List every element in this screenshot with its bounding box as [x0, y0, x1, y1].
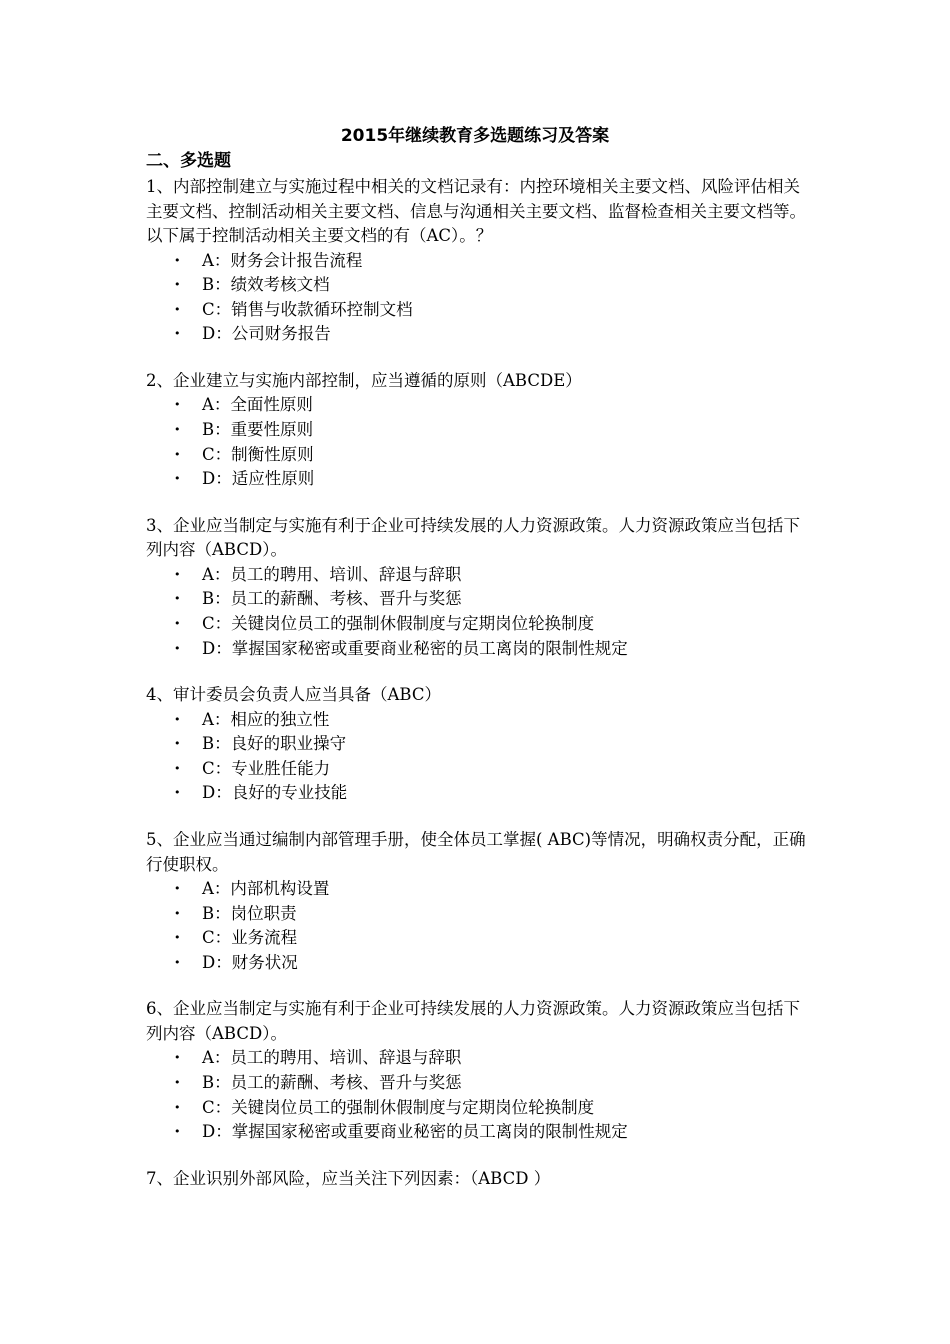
- option-text: C：关键岗位员工的强制休假制度与定期岗位轮换制度: [202, 613, 595, 633]
- option-text: B：良好的职业操守: [202, 734, 347, 754]
- option-item: [146, 781, 810, 806]
- bullet-icon: •: [174, 761, 181, 775]
- option-item: [146, 587, 810, 612]
- option-item: [146, 443, 810, 468]
- option-text: B：重要性原则: [202, 419, 314, 439]
- option-text: A：全面性原则: [202, 395, 313, 415]
- option-text: B：员工的薪酬、考核、晋升与奖惩: [202, 589, 462, 609]
- option-item: [146, 757, 810, 782]
- option-item: [146, 249, 810, 274]
- bullet-icon: •: [174, 737, 181, 751]
- bullet-icon: •: [174, 592, 181, 606]
- question-text: 5、企业应当通过编制内部管理手册，使全体员工掌握( ABC)等情况，明确权责分配，正确行使职权。: [146, 830, 806, 874]
- bullet-icon: •: [174, 931, 181, 945]
- option-text: A：财务会计报告流程: [202, 250, 363, 270]
- section-heading: 二、多选题: [146, 151, 231, 171]
- option-item: [146, 877, 810, 902]
- option-text: C：制衡性原则: [202, 444, 314, 464]
- option-text: C：专业胜任能力: [202, 758, 331, 778]
- bullet-icon: •: [174, 712, 181, 726]
- option-text: B：岗位职责: [202, 903, 297, 923]
- option-text: B：员工的薪酬、考核、晋升与奖惩: [202, 1072, 462, 1092]
- option-text: A：内部机构设置: [202, 879, 330, 898]
- bullet-icon: •: [174, 422, 181, 436]
- option-item: [146, 1120, 810, 1145]
- question-text: 7、企业识别外部风险，应当关注下列因素：（ABCD ）: [146, 1168, 551, 1188]
- question-2: [146, 369, 810, 492]
- option-text: D：良好的专业技能: [202, 783, 348, 803]
- option-text: A：员工的聘用、培训、辞退与辞职: [202, 1048, 462, 1068]
- option-text: C：关键岗位员工的强制休假制度与定期岗位轮换制度: [202, 1097, 595, 1117]
- bullet-icon: •: [174, 398, 181, 412]
- question-4: [146, 683, 810, 806]
- option-text: D：适应性原则: [202, 469, 315, 489]
- bullet-icon: •: [174, 447, 181, 461]
- bullet-icon: •: [174, 641, 181, 655]
- bullet-icon: •: [174, 302, 181, 316]
- question-7: [146, 1167, 810, 1192]
- option-item: [146, 1046, 810, 1071]
- option-text: B：绩效考核文档: [202, 275, 330, 295]
- option-item: [146, 418, 810, 443]
- option-item: [146, 708, 810, 733]
- option-item: [146, 637, 810, 662]
- bullet-icon: •: [174, 1051, 181, 1065]
- option-item: [146, 902, 810, 927]
- question-1: [146, 175, 810, 347]
- option-item: [146, 298, 810, 323]
- option-item: [146, 732, 810, 757]
- bullet-icon: •: [174, 906, 181, 920]
- option-text: D：掌握国家秘密或重要商业秘密的员工离岗的限制性规定: [202, 1122, 628, 1142]
- question-text: 1、内部控制建立与实施过程中相关的文档记录有：内控环境相关主要文档、风险评估相关主要文档、控制活动相关主要文档、信息与沟通相关主要文档、监督检查相关主要文档等。以下属于控制活动相关主要文档的有（AC）。？: [146, 177, 806, 245]
- option-text: A：相应的独立性: [202, 709, 330, 729]
- option-text: A：员工的聘用、培训、辞退与辞职: [202, 564, 462, 584]
- bullet-icon: •: [174, 882, 181, 895]
- option-item: [146, 926, 810, 951]
- bullet-icon: •: [174, 278, 181, 292]
- bullet-icon: •: [174, 616, 181, 630]
- question-text: 3、企业应当制定与实施有利于企业可持续发展的人力资源政策。人力资源政策应当包括下列内容（ABCD）。: [146, 515, 800, 560]
- question-list: [146, 175, 810, 1213]
- option-item: [146, 612, 810, 637]
- question-3: [146, 514, 810, 661]
- bullet-icon: •: [174, 1100, 181, 1114]
- bullet-icon: •: [174, 253, 181, 267]
- question-text: 6、企业应当制定与实施有利于企业可持续发展的人力资源政策。人力资源政策应当包括下列内容（ABCD）。: [146, 999, 800, 1043]
- question-text: 4、审计委员会负责人应当具备（ABC）: [146, 685, 441, 705]
- option-item: [146, 322, 810, 347]
- document-title: 2015年继续教育多选题练习及答案: [340, 126, 610, 146]
- bullet-icon: •: [174, 1125, 181, 1139]
- question-6: [146, 997, 810, 1144]
- bullet-icon: •: [174, 567, 181, 581]
- option-list: [146, 563, 810, 661]
- option-item: [146, 563, 810, 588]
- question-text: 2、企业建立与实施内部控制，应当遵循的原则（ABCDE）: [146, 370, 582, 390]
- option-item: [146, 951, 810, 976]
- option-list: [146, 877, 810, 975]
- option-text: C：销售与收款循环控制文档: [202, 299, 413, 319]
- option-item: [146, 273, 810, 298]
- bullet-icon: •: [174, 1075, 181, 1089]
- option-text: C：业务流程: [202, 928, 298, 948]
- option-list: [146, 249, 810, 347]
- option-item: [146, 1071, 810, 1096]
- bullet-icon: •: [174, 955, 181, 969]
- question-5: [146, 828, 810, 975]
- bullet-icon: •: [174, 786, 181, 800]
- option-item: [146, 467, 810, 492]
- option-text: D：财务状况: [202, 952, 298, 972]
- option-text: D：公司财务报告: [202, 324, 331, 344]
- option-list: [146, 393, 810, 491]
- option-list: [146, 1046, 810, 1144]
- bullet-icon: •: [174, 472, 181, 486]
- option-item: [146, 393, 810, 418]
- option-item: [146, 1096, 810, 1121]
- option-list: [146, 708, 810, 806]
- bullet-icon: •: [174, 327, 181, 341]
- option-text: D：掌握国家秘密或重要商业秘密的员工离岗的限制性规定: [202, 638, 628, 658]
